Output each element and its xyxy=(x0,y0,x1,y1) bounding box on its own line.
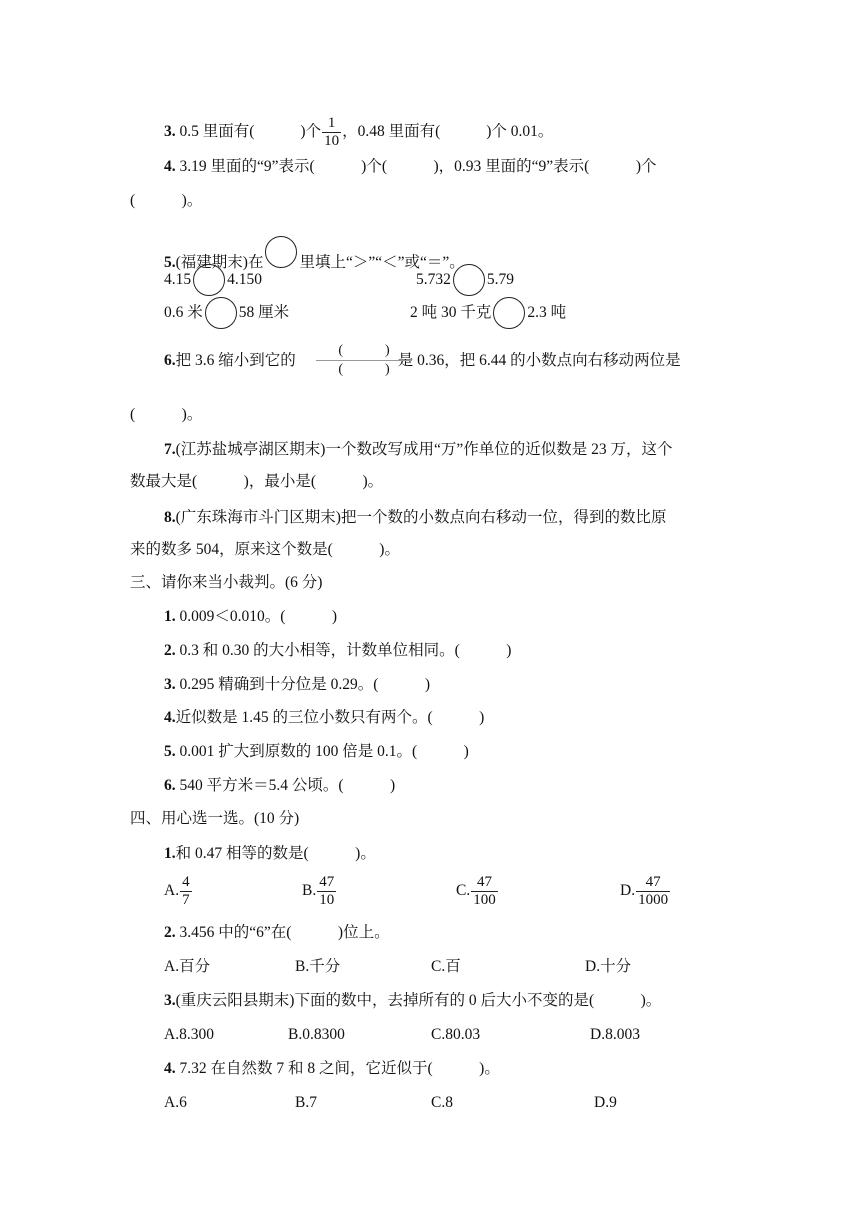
choice-question-4: 4. 7.32 在自然数 7 和 8 之间，它近似于( )。 xyxy=(164,1060,500,1077)
option-c[interactable]: C.80.03 xyxy=(431,1026,481,1043)
question-number: 3. xyxy=(164,123,176,141)
judge-item-2: 2. 0.3 和 0.30 的大小相等，计数单位相同。( ) xyxy=(164,642,512,659)
question-number: 4. xyxy=(164,158,176,175)
compare-circle[interactable] xyxy=(453,264,485,296)
compare-item-2: 5.732 5.79 xyxy=(416,264,514,296)
option-d[interactable]: D.9 xyxy=(594,1094,617,1111)
option-a[interactable]: A. $\frac{4}{7}$ xyxy=(164,874,190,908)
question-6: 6.把 3.6 缩小到它的 是 0.36，把 6.44 的小数点向右移动两位是 xyxy=(164,352,681,369)
question-4: 4. 3.19 里面的“9”表示( )个( )，0.93 里面的“9”表示( )个 xyxy=(164,158,657,175)
question-number: 6. xyxy=(164,352,176,369)
judge-item-6: 6. 540 平方米＝5.4 公顷。( ) xyxy=(164,777,396,794)
compare-circle[interactable] xyxy=(493,297,525,329)
section-3-title: 三、请你来当小裁判。(6 分) xyxy=(130,574,323,591)
compare-circle[interactable] xyxy=(193,264,225,296)
judge-item-4: 4.近似数是 1.45 的三位小数只有两个。( ) xyxy=(164,709,485,726)
judge-item-3: 3. 0.295 精确到十分位是 0.29。( ) xyxy=(164,676,431,693)
compare-item-1: 4.15 4.150 xyxy=(164,264,262,296)
question-8-line2: 来的数多 504，原来这个数是( )。 xyxy=(130,541,400,558)
question-8: 8.(广东珠海市斗门区期末)把一个数的小数点向右移动一位，得到的数比原 xyxy=(164,509,667,526)
option-b[interactable]: B. $\frac{47}{10}$ xyxy=(302,874,335,908)
blank-fraction: ( ) ( ) xyxy=(316,342,412,379)
compare-item-4: 2 吨 30 千克 2.3 吨 xyxy=(410,297,566,329)
question-number: 8. xyxy=(164,509,176,526)
judge-item-1: 1. 0.009＜0.010。( ) xyxy=(164,608,338,625)
option-c[interactable]: C.百 xyxy=(431,958,461,975)
option-d[interactable]: D. $\frac{47}{1000}$ xyxy=(620,874,669,908)
option-b[interactable]: B.千分 xyxy=(295,958,341,975)
option-b[interactable]: B.7 xyxy=(295,1094,317,1111)
option-b[interactable]: B.0.8300 xyxy=(288,1026,345,1043)
question-3: 3. 0.5 里面有( )个 $\frac{1}{10}$ ，0.48 里面有( )个 0.01。 xyxy=(164,115,554,149)
option-c[interactable]: C. $\frac{47}{100}$ xyxy=(456,874,496,908)
option-d[interactable]: D.8.003 xyxy=(590,1026,640,1043)
option-a[interactable]: A.百分 xyxy=(164,958,211,975)
question-6-line2: ( )。 xyxy=(130,406,203,423)
option-c[interactable]: C.8 xyxy=(431,1094,453,1111)
question-number: 5. xyxy=(164,254,176,271)
choice-question-2: 2. 3.456 中的“6”在( )位上。 xyxy=(164,924,390,941)
option-d[interactable]: D.十分 xyxy=(585,958,632,975)
question-5: 5.(福建期末)在 里填上“＞”“＜”或“＝”。 xyxy=(164,236,465,274)
question-4-line2: ( )。 xyxy=(130,192,203,209)
choice-question-1: 1.和 0.47 相等的数是( )。 xyxy=(164,845,376,862)
section-4-title: 四、用心选一选。(10 分) xyxy=(130,810,300,827)
question-7-line2: 数最大是( )，最小是( )。 xyxy=(130,473,384,490)
judge-item-5: 5. 0.001 扩大到原数的 100 倍是 0.1。( ) xyxy=(164,743,469,760)
choice-question-3: 3.(重庆云阳县期末)下面的数中，去掉所有的 0 后大小不变的是( )。 xyxy=(164,992,662,1009)
option-a[interactable]: A.8.300 xyxy=(164,1026,214,1043)
question-number: 7. xyxy=(164,441,176,458)
compare-circle[interactable] xyxy=(205,297,237,329)
compare-circle-sample xyxy=(265,236,297,268)
fraction: $\frac{1}{10}$ xyxy=(324,115,340,149)
option-a[interactable]: A.6 xyxy=(164,1094,187,1111)
compare-item-3: 0.6 米 58 厘米 xyxy=(164,297,289,329)
question-7: 7.(江苏盐城亭湖区期末)一个数改写成用“万”作单位的近似数是 23 万，这个 xyxy=(164,441,673,458)
